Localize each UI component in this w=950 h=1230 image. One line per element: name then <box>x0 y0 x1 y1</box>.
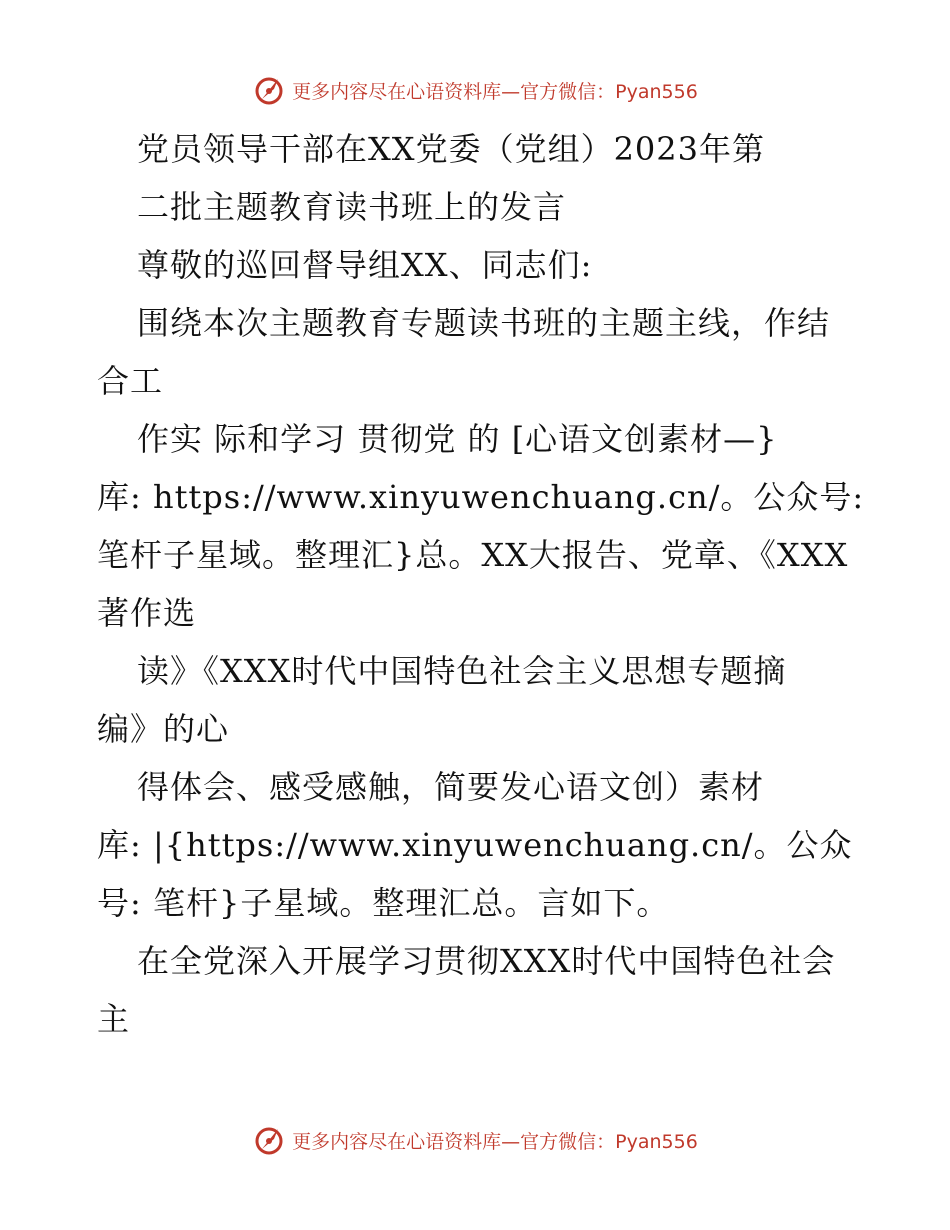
paragraph-line: 笔杆子星域。整理汇}总。XX大报告、党章、《XXX <box>97 536 849 574</box>
quill-logo-icon <box>252 1123 286 1157</box>
paragraph-line: 合工 <box>97 362 164 400</box>
paragraph-line: 主 <box>97 1000 131 1038</box>
paragraph-line: 号: 笔杆}子星域。整理汇总。言如下。 <box>97 884 670 922</box>
paragraph-line: 库: https://www.xinyuwenchuang.cn/。公众号: <box>97 478 865 516</box>
document-body <box>97 120 867 1048</box>
paragraph-line: 著作选 <box>97 594 197 632</box>
paragraph-line: 得体会、感受感触，简要发心语文创）素材 <box>137 768 765 806</box>
paragraph-line: 在全党深入开展学习贯彻XXX时代中国特色社会 <box>137 942 836 980</box>
paragraph-line: 围绕本次主题教育专题读书班的主题主线，作结 <box>137 304 831 342</box>
title-line-1: 党员领导干部在XX党委（党组）2023年第 <box>137 130 766 168</box>
salutation: 尊敬的巡回督导组XX、同志们: <box>137 246 593 284</box>
paragraph-line: 编》的心 <box>97 710 230 748</box>
title-line-2: 二批主题教育读书班上的发言 <box>137 188 567 226</box>
header-watermark <box>0 70 950 110</box>
banner-text: 更多内容尽在心语资料库—官方微信：Pyan556 <box>292 80 698 103</box>
quill-logo-icon <box>252 73 286 107</box>
banner-text: 更多内容尽在心语资料库—官方微信：Pyan556 <box>292 1130 698 1153</box>
footer-watermark <box>0 1120 950 1160</box>
paragraph-line: 作实 际和学习 贯彻党 的 [心语文创素材—} <box>137 420 778 458</box>
paragraph-line: 读》《XXX时代中国特色社会主义思想专题摘 <box>137 652 787 690</box>
paragraph-line: 库: |{https://www.xinyuwenchuang.cn/。公众 <box>97 826 853 864</box>
